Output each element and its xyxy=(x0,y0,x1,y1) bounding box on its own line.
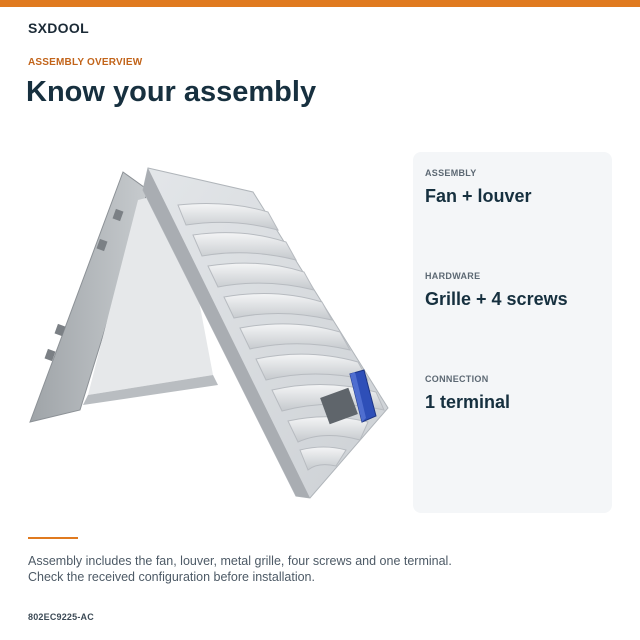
spec-hardware-label: HARDWARE xyxy=(425,271,481,281)
top-accent-bar xyxy=(0,0,640,7)
description xyxy=(28,553,608,585)
specs-card xyxy=(413,152,612,513)
description-line-2: Check the received configuration before installation. xyxy=(28,570,315,584)
page-title: Know your assembly xyxy=(26,76,317,108)
spec-connection xyxy=(425,374,510,413)
spec-hardware-value: Grille + 4 screws xyxy=(425,289,568,309)
model-number: 802EC9225-AC xyxy=(28,612,94,622)
spec-assembly-label: ASSEMBLY xyxy=(425,168,477,178)
spec-assembly-value: Fan + louver xyxy=(425,186,532,206)
spec-hardware xyxy=(425,271,568,310)
accent-divider xyxy=(28,537,78,539)
spec-connection-value: 1 terminal xyxy=(425,392,511,412)
louver-assembly-image xyxy=(28,160,400,510)
description-line-1: Assembly includes the fan, louver, metal grille, four screws and one terminal. xyxy=(28,554,452,568)
spec-connection-label: CONNECTION xyxy=(425,374,489,384)
spec-assembly xyxy=(425,168,532,207)
section-eyebrow: ASSEMBLY OVERVIEW xyxy=(28,57,143,68)
brand-logo: SXDOOL xyxy=(28,20,89,36)
